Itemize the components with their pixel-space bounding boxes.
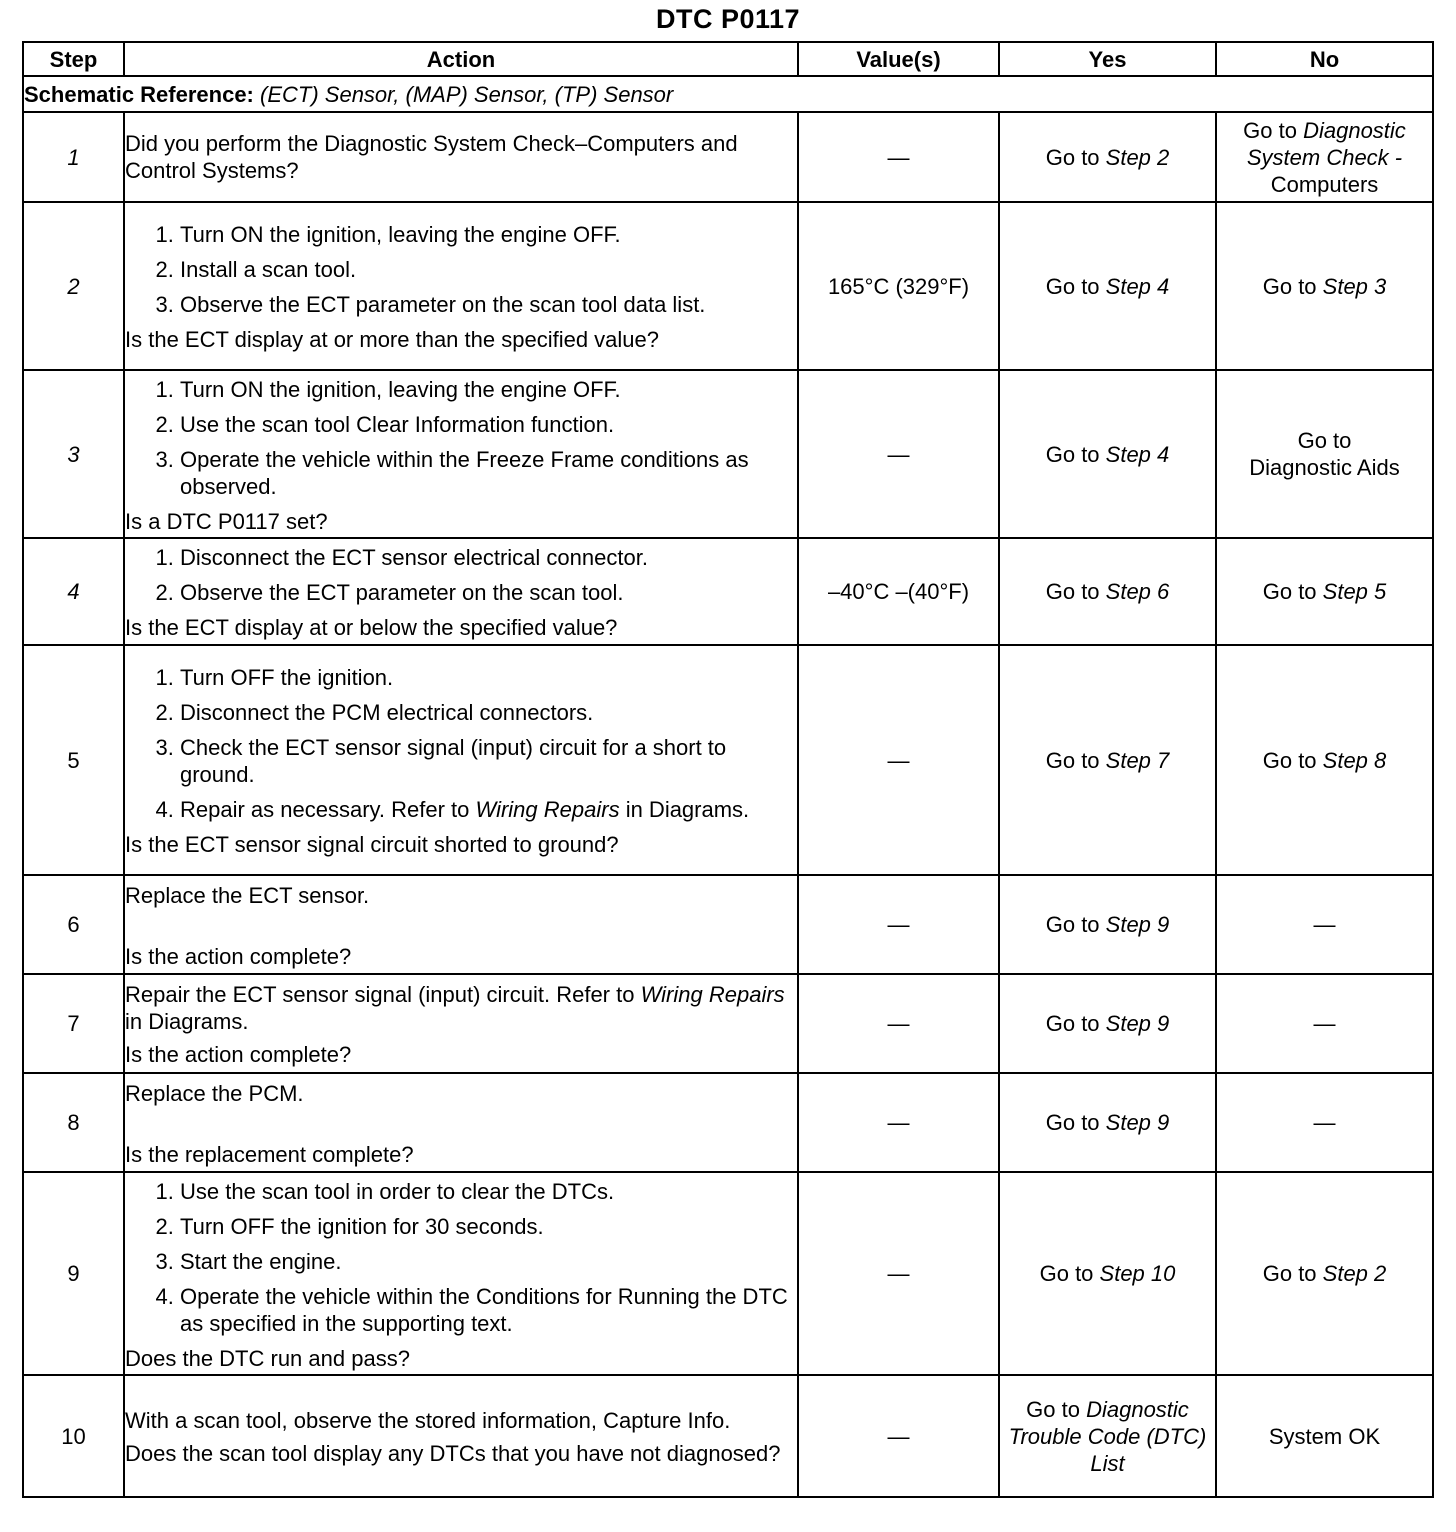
step-link[interactable]: Step 6 [1105,579,1170,604]
step-number: 7 [23,974,124,1073]
list-item: 1. Disconnect the ECT sensor electrical connector. [180,544,797,571]
step-number: 8 [23,1073,124,1172]
value-cell: –40°C –(40°F) [798,538,999,645]
header-no: No [1216,42,1433,76]
list-item: 3. Operate the vehicle within the Freeze Frame conditions as observed. [180,446,797,500]
table-row [23,645,1433,875]
step-link[interactable]: Step 10 [1099,1261,1176,1286]
yes-cell: Go to Step 7 [999,645,1216,875]
list-item: 4. Operate the vehicle within the Conditions for Running the DTC as specified in the supporting text. [180,1283,797,1337]
list-item: 2. Observe the ECT parameter on the scan tool. [180,579,797,606]
table-row [23,1073,1433,1172]
value-cell: — [798,974,999,1073]
table-row [23,538,1433,645]
step-number: 9 [23,1172,124,1375]
action-cell [124,645,798,875]
question-text: Is the ECT display at or below the specified value? [125,615,618,640]
no-cell: Go to Diagnostic System Check - Computers [1216,112,1433,202]
value-cell: — [798,1375,999,1497]
yes-cell: Go to Diagnostic Trouble Code (DTC) List [999,1375,1216,1497]
list-item: 3. Check the ECT sensor signal (input) circuit for a short to ground. [180,734,797,788]
wiring-repairs-link[interactable]: Wiring Repairs [475,797,620,822]
step-link[interactable]: Step 4 [1105,273,1170,299]
value-cell: 165°C (329°F) [798,202,999,370]
yes-cell: Go to Step 9 [999,974,1216,1073]
action-cell [124,1375,798,1497]
header-values: Value(s) [798,42,999,76]
question-text: Is the action complete? [125,943,352,969]
page-title: DTC P0117 [655,4,801,34]
list-item: 2. Disconnect the PCM electrical connectors. [180,699,797,726]
step-number: 3 [23,370,124,538]
header-row [23,42,1433,76]
yes-cell: Go to Step 4 [999,370,1216,538]
action-cell [124,1073,798,1172]
diagnostic-aids-link[interactable]: Diagnostic Aids [1249,455,1400,480]
step-link[interactable]: Step 9 [1105,1011,1170,1036]
action-text: Repair the ECT sensor signal (input) circuit. Refer to Wiring Repairs in Diagrams. [125,982,785,1034]
question-text: Is a DTC P0117 set? [125,508,328,534]
value-cell: — [798,1073,999,1172]
question-text: Does the DTC run and pass? [125,1345,410,1371]
schematic-label: Schematic Reference: [24,81,254,107]
value-cell: — [798,875,999,974]
dtc-list-link[interactable]: Diagnostic Trouble Code (DTC) List [1008,1396,1207,1476]
no-cell: Go to Step 5 [1216,538,1433,645]
step-link[interactable]: Step 4 [1105,441,1170,467]
wiring-repairs-link[interactable]: Wiring Repairs [640,982,785,1007]
question-text: Does the scan tool display any DTCs that you have not diagnosed? [125,1441,781,1466]
yes-cell: Go to Step 9 [999,1073,1216,1172]
no-cell: Go to Step 3 [1216,202,1433,370]
diagnostic-system-check-link[interactable]: Diagnostic System Check - [1246,117,1406,170]
table-row [23,974,1433,1073]
list-item: 2. Turn OFF the ignition for 30 seconds. [180,1213,797,1240]
action-cell [124,202,798,370]
table-row [23,875,1433,974]
no-cell: Go to Step 2 [1216,1172,1433,1375]
step-link[interactable]: Step 9 [1105,1110,1170,1135]
question-text: Is the action complete? [125,1042,352,1067]
table-row [23,1375,1433,1497]
question-text: Is the ECT sensor signal circuit shorted to ground? [125,832,619,857]
step-number: 5 [23,645,124,875]
yes-cell: Go to Step 6 [999,538,1216,645]
table-row [23,370,1433,538]
step-link[interactable]: Step 5 [1322,579,1387,604]
list-item: 3. Observe the ECT parameter on the scan tool data list. [180,291,797,318]
table-row [23,112,1433,202]
question-text: Is the replacement complete? [125,1141,414,1167]
step-link[interactable]: Step 2 [1322,1261,1387,1286]
schematic-reference [23,76,1433,112]
header-action: Action [124,42,798,76]
yes-cell: Go to Step 4 [999,202,1216,370]
action-cell [124,538,798,645]
yes-cell: Go to Step 2 [999,112,1216,202]
table-row [23,202,1433,370]
list-item: 4. Repair as necessary. Refer to Wiring Repairs in Diagrams. [180,796,797,823]
no-cell: — [1216,974,1433,1073]
action-cell [124,974,798,1073]
table-row [23,1172,1433,1375]
yes-cell: Go to Step 10 [999,1172,1216,1375]
value-cell: — [798,112,999,202]
value-cell: — [798,1172,999,1375]
step-link[interactable]: Step 7 [1105,747,1170,773]
action-cell [124,370,798,538]
no-cell: — [1216,875,1433,974]
step-number: 4 [23,538,124,645]
list-item: 1. Turn ON the ignition, leaving the engine OFF. [180,376,797,403]
no-cell: Go to Diagnostic Aids [1216,370,1433,538]
step-number: 10 [23,1375,124,1497]
header-yes: Yes [999,42,1216,76]
step-number: 6 [23,875,124,974]
action-text: Replace the PCM. [125,1080,304,1106]
value-cell: — [798,370,999,538]
yes-cell: Go to Step 9 [999,875,1216,974]
step-number: 2 [23,202,124,370]
no-cell: System OK [1216,1375,1433,1497]
action-text: Replace the ECT sensor. [125,882,370,908]
list-item: 1. Use the scan tool in order to clear the DTCs. [180,1178,797,1205]
action-cell [124,1172,798,1375]
list-item: 2. Use the scan tool Clear Information function. [180,411,797,438]
action-cell [124,112,798,202]
value-cell: — [798,645,999,875]
step-link[interactable]: Step 8 [1322,747,1387,773]
step-number: 1 [23,112,124,202]
list-item: 2. Install a scan tool. [180,256,797,283]
action-cell [124,875,798,974]
question-text: Is the ECT display at or more than the specified value? [125,327,659,352]
no-cell: — [1216,1073,1433,1172]
list-item: 1. Turn ON the ignition, leaving the engine OFF. [180,221,797,248]
header-step: Step [23,42,124,76]
schematic-text: (ECT) Sensor, (MAP) Sensor, (TP) Sensor [260,81,674,107]
list-item: 3. Start the engine. [180,1248,797,1275]
dtc-procedure-table [22,41,1434,1498]
list-item: 1. Turn OFF the ignition. [180,664,797,691]
step-link[interactable]: Step 3 [1322,273,1387,299]
step-link[interactable]: Step 9 [1105,912,1170,937]
schematic-row [23,76,1433,112]
step-link[interactable]: Step 2 [1105,144,1170,170]
action-text: Did you perform the Diagnostic System Check–Computers and Control Systems? [125,131,738,183]
action-text: With a scan tool, observe the stored information, Capture Info. [125,1408,731,1433]
no-cell: Go to Step 8 [1216,645,1433,875]
